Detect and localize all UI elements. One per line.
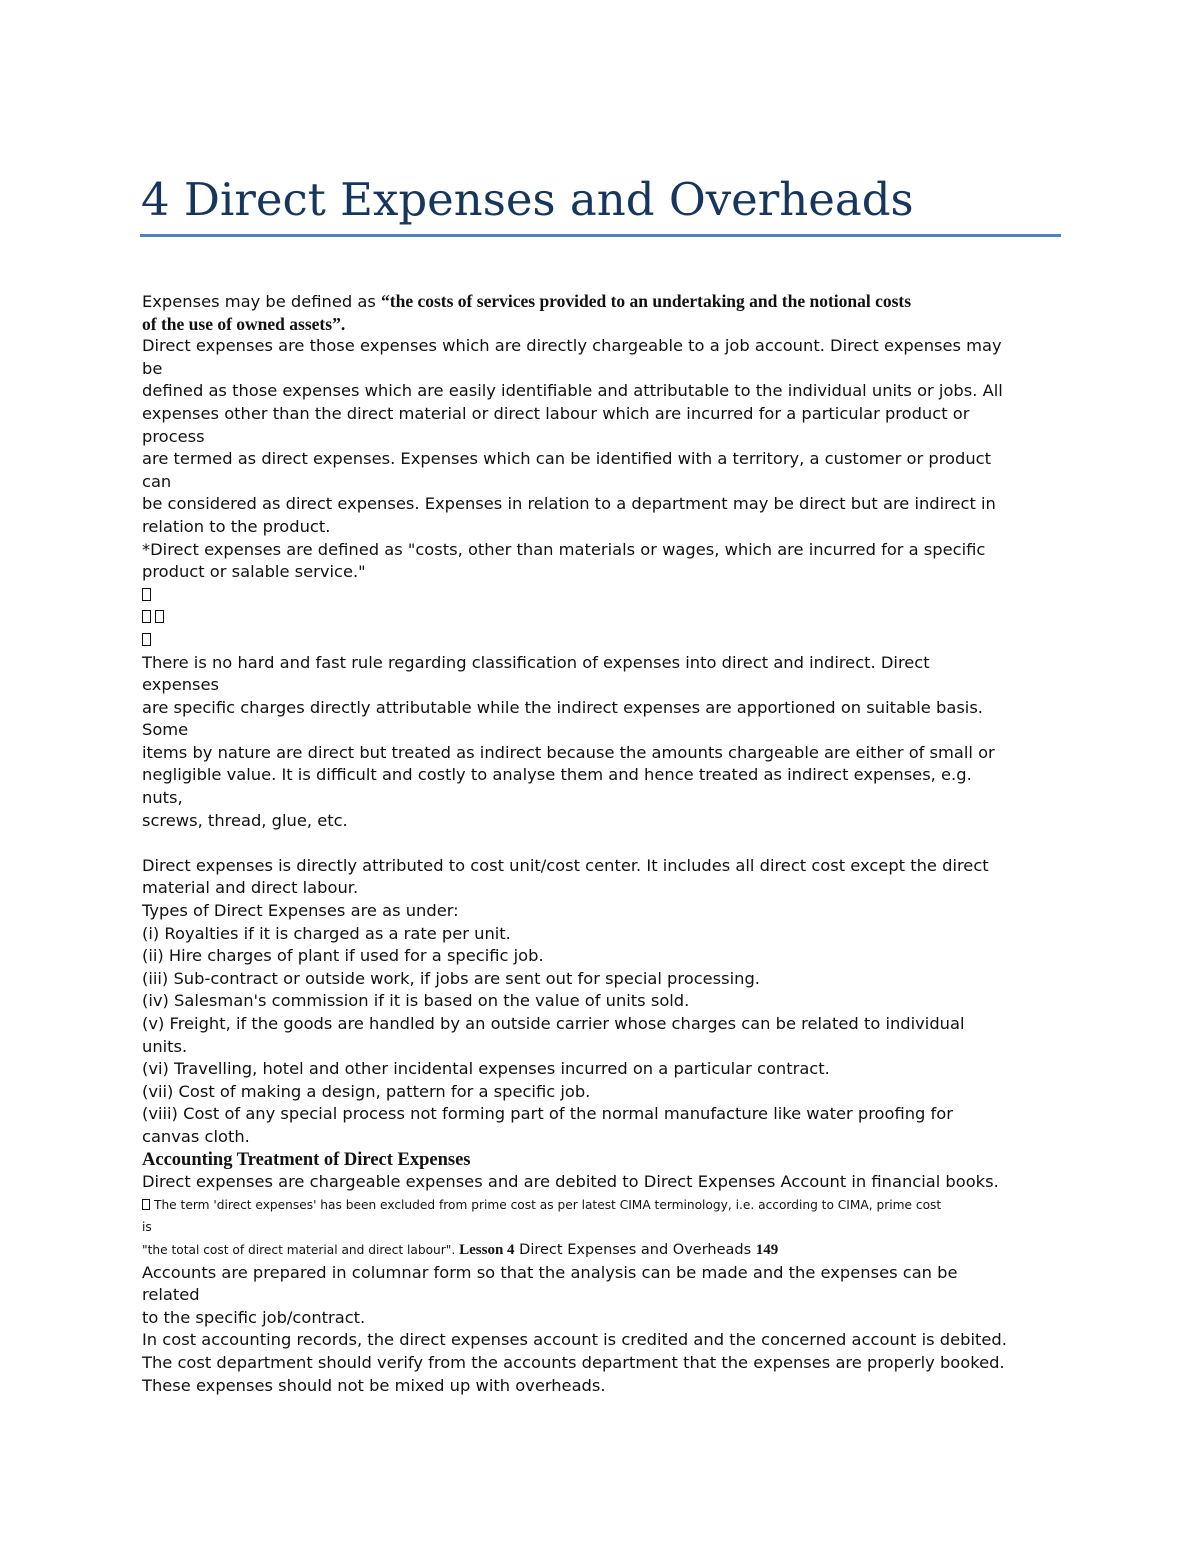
missing-glyph-line [142, 606, 1072, 629]
text-line: expenses other than the direct material or direct labour which are incurred for a particular product or [142, 403, 970, 423]
definition-lead: Expenses may be defined as [142, 292, 382, 311]
list-item: (v) Freight, if the goods are handled by an outside carrier whose charges can be related to individual [142, 1014, 965, 1033]
section-heading: Accounting Treatment of Direct Expenses [142, 1149, 471, 1170]
document-body [142, 290, 1072, 1397]
text-line: Types of Direct Expenses are as under: [142, 901, 459, 921]
list-item: (i) Royalties if it is charged as a rate per unit. [142, 923, 511, 943]
page-number: 149 [755, 1241, 779, 1258]
text-line: screws, thread, glue, etc. [142, 810, 348, 830]
list-item: (ii) Hire charges of plant if used for a specific job. [142, 946, 544, 966]
footnote-line-2: is [142, 1220, 152, 1235]
text-line: There is no hard and fast rule regarding classification of expenses into direct and indirect. Direct [142, 652, 930, 672]
text-line: product or salable service." [142, 562, 366, 582]
missing-glyph-icon [142, 588, 151, 601]
text-line: be considered as direct expenses. Expenses in relation to a department may be direct but are indirect in [142, 494, 996, 514]
list-item: canvas cloth. [142, 1126, 250, 1146]
definition-line-1 [142, 290, 1072, 313]
definition-quote: “the costs of services provided to an undertaking and the notional costs [381, 291, 912, 311]
lesson-title: Direct Expenses and Overheads [514, 1241, 756, 1258]
text-line: related [142, 1285, 200, 1305]
page-title: 4 Direct Expenses and Overheads [141, 173, 914, 226]
text-line: negligible value. It is difficult and costly to analyse them and hence treated as indirect expenses, e.g. [142, 765, 972, 785]
list-item: (viii) Cost of any special process not forming part of the normal manufacture like water proofing for [142, 1104, 953, 1124]
footnote-line-3 [142, 1239, 1072, 1262]
text-line: relation to the product. [142, 516, 331, 536]
list-item: (vii) Cost of making a design, pattern for a specific job. [142, 1081, 591, 1101]
missing-glyph-icon [142, 610, 151, 623]
list-item: (iii) Sub-contract or outside work, if jobs are sent out for special processing. [142, 968, 760, 988]
text-line: nuts, [142, 788, 183, 808]
text-line: defined as those expenses which are easily identifiable and attributable to the individual units or jobs. All [142, 381, 1003, 401]
text-line: Some [142, 720, 189, 740]
text-line: Accounts are prepared in columnar form so that the analysis can be made and the expenses can be [142, 1262, 958, 1282]
text-line: Direct expenses are chargeable expenses and are debited to Direct Expenses Account in financial books. [142, 1172, 999, 1192]
list-item: (iv) Salesman's commission if it is based on the value of units sold. [142, 991, 690, 1011]
text-line: material and direct labour. [142, 878, 359, 898]
missing-glyph-icon [142, 1199, 150, 1210]
text-line: to the specific job/contract. [142, 1307, 366, 1327]
text-line: are specific charges directly attributable while the indirect expenses are apportioned on suitable basis. [142, 697, 983, 717]
text-line: expenses [142, 675, 220, 695]
missing-glyph-icon [155, 610, 164, 623]
footnote-text: The term 'direct expenses' has been excluded from prime cost as per latest CIMA terminology, i.e. according to CIMA, prime cost [154, 1197, 942, 1212]
missing-glyph-line [142, 584, 1072, 607]
text-line: items by nature are direct but treated as indirect because the amounts chargeable are either of small or [142, 742, 995, 762]
text-line: Direct expenses are those expenses which are directly chargeable to a job account. Direct expenses may [142, 336, 1002, 356]
text-line: be [142, 358, 163, 378]
text-line: are termed as direct expenses. Expenses which can be identified with a territory, a customer or product [142, 449, 991, 469]
missing-glyph-icon [142, 633, 151, 646]
definition-line-2: of the use of owned assets”. [142, 313, 346, 334]
text-line: process [142, 426, 205, 446]
text-line: In cost accounting records, the direct expenses account is credited and the concerned account is debited. [142, 1330, 1007, 1350]
missing-glyph-line [142, 629, 1072, 652]
text-line: can [142, 471, 172, 491]
list-item: (vi) Travelling, hotel and other incidental expenses incurred on a particular contract. [142, 1059, 830, 1079]
footnote-text: "the total cost of direct material and direct labour". [142, 1242, 460, 1257]
text-line: The cost department should verify from the accounts department that the expenses are properly booked. [142, 1352, 1005, 1372]
lesson-label: Lesson 4 [459, 1241, 515, 1258]
text-line: These expenses should not be mixed up with overheads. [142, 1375, 606, 1395]
text-line: Direct expenses is directly attributed to cost unit/cost center. It includes all direct cost except the direct [142, 855, 989, 875]
blank-line [142, 832, 1072, 855]
text-line: *Direct expenses are defined as "costs, other than materials or wages, which are incurred for a specific [142, 539, 986, 559]
list-item: units. [142, 1036, 188, 1056]
title-underline [140, 234, 1061, 237]
footnote-line-1 [142, 1194, 1072, 1217]
